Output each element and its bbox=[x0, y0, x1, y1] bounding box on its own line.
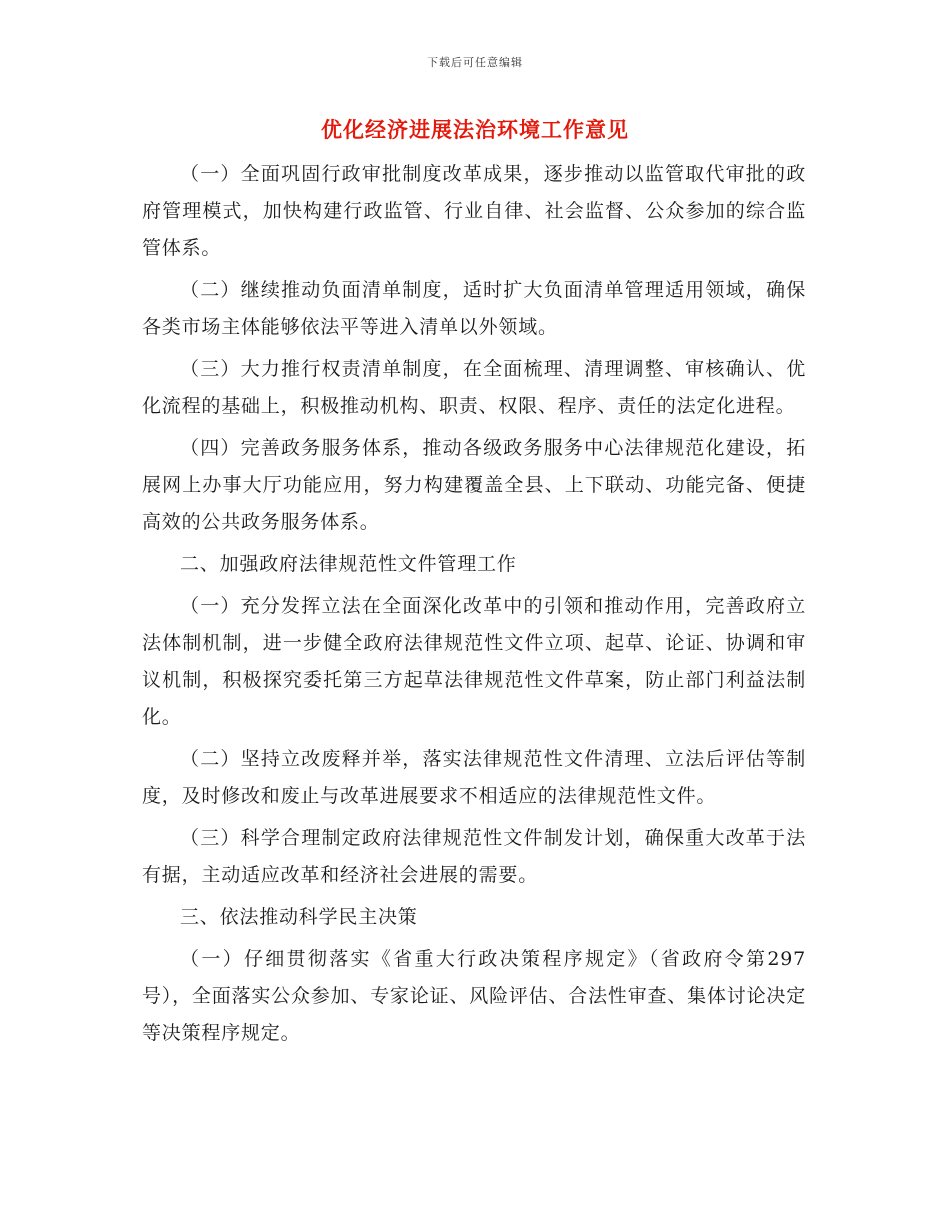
paragraph: （二）坚持立改废释并举，落实法律规范性文件清理、立法后评估等制度，及时修改和废止与改革进展要求不相适应的法律规范性文件。 bbox=[142, 748, 806, 807]
paragraph: （三）大力推行权责清单制度，在全面梳理、清理调整、审核确认、优化流程的基础上，积极推动机构、职责、权限、程序、责任的法定化进程。 bbox=[142, 358, 806, 417]
document-body bbox=[142, 156, 806, 1057]
section-heading: 二、加强政府法律规范性文件管理工作 bbox=[180, 553, 517, 575]
paragraph: （三）科学合理制定政府法律规范性文件制发计划，确保重大改革于法有据，主动适应改革和经济社会进展的需要。 bbox=[142, 827, 806, 886]
paragraph: （一）充分发挥立法在全面深化改革中的引领和推动作用，完善政府立法体制机制，进一步健全政府法律规范性文件立项、起草、论证、协调和审议机制，积极探究委托第三方起草法律规范性文件草案，防止部门利益法制化。 bbox=[142, 595, 806, 728]
paragraph: （一）全面巩固行政审批制度改革成果，逐步推动以监管取代审批的政府管理模式，加快构建行政监管、行业自律、社会监督、公众参加的综合监管体系。 bbox=[142, 163, 806, 259]
paragraph: （四）完善政务服务体系，推动各级政务服务中心法律规范化建设，拓展网上办事大厅功能应用，努力构建覆盖全县、上下联动、功能完备、便捷高效的公共政务服务体系。 bbox=[142, 437, 806, 533]
section-heading: 三、依法推动科学民主决策 bbox=[180, 906, 418, 928]
paragraph: （二）继续推动负面清单制度，适时扩大负面清单管理适用领域，确保各类市场主体能够依法平等进入清单以外领域。 bbox=[142, 279, 806, 338]
document-title: 优化经济进展法治环境工作意见 bbox=[321, 117, 629, 142]
paragraph: （一）仔细贯彻落实《省重大行政决策程序规定》（省政府令第297号），全面落实公众参加、专家论证、风险评估、合法性审查、集体讨论决定等决策程序规定。 bbox=[142, 948, 806, 1044]
header-note: 下载后可任意编辑 bbox=[427, 56, 523, 69]
